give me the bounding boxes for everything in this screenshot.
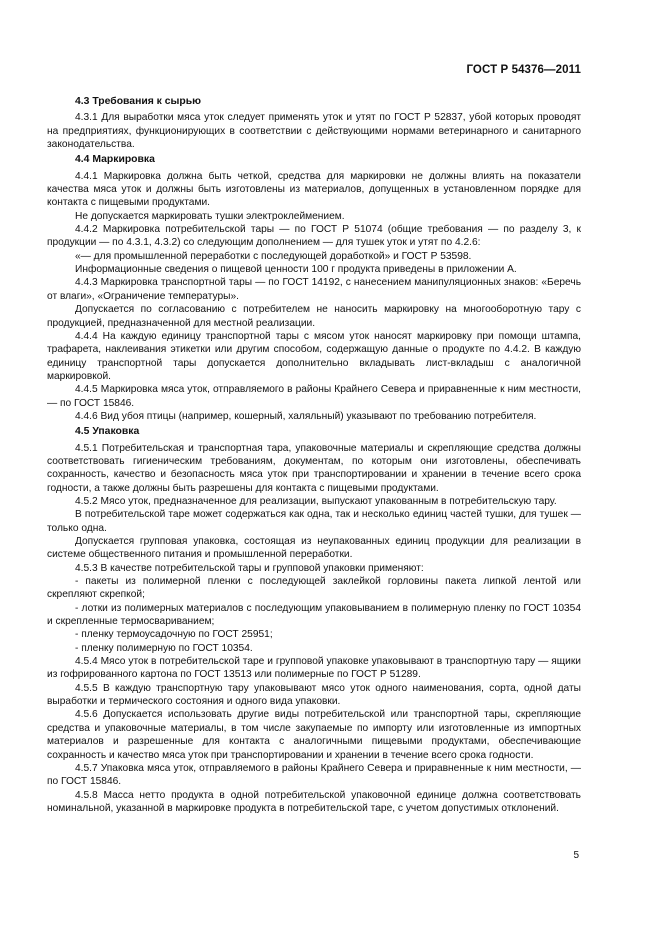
paragraph-4-5-6: 4.5.6 Допускается использовать другие виды потребительской или транспортной тары, скрепляющие средства и упаковочные материалы, в том числе закупаемые по импорту или изготовленные из импортных материалов и разрешенные для контакта с аналогичными пищевыми продуктами, обеспечивающие сохранность и качество мяса уток при транспортировании и хранении в течение всего срока годности. — [47, 709, 581, 761]
document-body — [47, 93, 581, 815]
paragraph-4-4-1-note: Не допускается маркировать тушки электроклеймением. — [75, 210, 345, 222]
paragraph-4-4-2: 4.4.2 Маркировка потребительской тары — по ГОСТ Р 51074 (общие требования — по разделу 3, к продукции — по 4.3.1, 4.3.2) со следующим дополнением — для тушек уток и утят по 4.2.6: — [47, 224, 581, 249]
paragraph-4-4-5: 4.4.5 Маркировка мяса уток, отправляемого в районы Крайнего Севера и приравненные к ним местности, — по ГОСТ 15846. — [47, 384, 581, 409]
list-item-polymer-film: - пленку полимерную по ГОСТ 10354. — [75, 642, 253, 654]
document-code-header: ГОСТ Р 54376—2011 — [466, 64, 581, 76]
paragraph-4-4-3: 4.4.3 Маркировка транспортной тары — по ГОСТ 14192, с нанесением манипуляционных знаков: «Беречь от влаги», «Ограничение температуры». — [47, 277, 581, 302]
paragraph-4-5-2: 4.5.2 Мясо уток, предназначенное для реализации, выпускают упакованным в потребительскую тару. — [75, 495, 557, 507]
paragraph-4-4-2-addition: «— для промышленной переработки с последующей доработкой» и ГОСТ Р 53598. — [75, 250, 472, 262]
paragraph-4-4-2-info: Информационные сведения о пищевой ценности 100 г продукта приведены в приложении А. — [75, 264, 517, 276]
section-heading-4-3: 4.3 Требования к сырью — [75, 96, 202, 107]
paragraph-4-5-8: 4.5.8 Масса нетто продукта в одной потребительской упаковочной единице должна соответствовать номинальной, указанной в маркировке продукта в потребительской таре, с учетом допустимых отклонений. — [47, 789, 581, 814]
paragraph-4-5-3: 4.5.3 В качестве потребительской тары и групповой упаковки применяют: — [75, 562, 424, 574]
list-item-trays: - лотки из полимерных материалов с последующим упаковыванием в полимерную пленку по ГОСТ 10354 и скрепленные термосвариванием; — [47, 602, 581, 628]
section-heading-4-4: 4.4 Маркировка — [75, 154, 155, 166]
paragraph-4-5-2-group: Допускается групповая упаковка, состоящая из неупакованных единиц продукции для реализации в системе общественного питания и промышленной переработки. — [47, 536, 581, 561]
paragraph-4-5-4: 4.5.4 Мясо уток в потребительской таре и групповой упаковке упаковывают в транспортную тару — ящики из гофрированного картона по ГОСТ 13513 или полимерные по ГОСТ Р 51289. — [47, 656, 581, 681]
paragraph-4-4-3-note: Допускается по согласованию с потребителем не наносить маркировку на многооборотную тару с продукцией, предназначенной для местной реализации. — [47, 304, 581, 329]
list-item-bags: - пакеты из полимерной пленки с последующей заклейкой горловины пакета липкой лентой или скрепляют скрепкой; — [47, 576, 581, 601]
paragraph-4-4-1: 4.4.1 Маркировка должна быть четкой, средства для маркировки не должны влиять на показатели качества мяса уток и должны быть изготовлены из материалов, допущенных в установленном порядке для контакта с пищевыми продуктами. — [47, 170, 581, 209]
paragraph-4-5-5: 4.5.5 В каждую транспортную тару упаковывают мясо уток одного наименования, сорта, одной даты выработки и термического состояния и одного вида упаковки. — [47, 682, 581, 708]
list-item-shrink-film: - пленку термоусадочную по ГОСТ 25951; — [75, 629, 273, 641]
paragraph-4-5-7: 4.5.7 Упаковка мяса уток, отправляемого в районы Крайнего Севера и приравненные к ним местности, — по ГОСТ 15846. — [47, 762, 581, 788]
paragraph-4-5-1: 4.5.1 Потребительская и транспортная тара, упаковочные материалы и скрепляющие средства должны соответствовать гигиеническим требованиям, документам, по которым они изготовлены, обеспечивать сохранность, качество и безопасность мяса уток при транспортировании и хранении в течение всего срока годности, а также должны быть разрешены для контакта с пищевыми продуктами. — [47, 442, 581, 494]
paragraph-4-5-2-consumer: В потребительской таре может содержаться как одна, так и несколько единиц частей тушки, для тушек — только одна. — [47, 509, 581, 534]
page-number: 5 — [573, 850, 579, 861]
paragraph-4-4-4: 4.4.4 На каждую единицу транспортной тары с мясом уток наносят маркировку при помощи штампа, трафарета, наклеивания этикетки или другим способом, содержащую данные о продукте по 4.4.2. В каждую единицу транспортной тары допускается дополнительно вкладывать лист-вкладыш с аналогичной маркировкой. — [47, 330, 581, 382]
paragraph-4-4-6: 4.4.6 Вид убоя птицы (например, кошерный, халяльный) указывают по требованию потребителя. — [75, 410, 537, 422]
paragraph-4-3-1: 4.3.1 Для выработки мяса уток следует применять уток и утят по ГОСТ Р 52837, убой которых проводят на предприятиях, функционирующих в соответствии с действующими нормами ветеринарного и санитарного законодательства. — [47, 112, 581, 151]
section-heading-4-5: 4.5 Упаковка — [75, 426, 140, 438]
